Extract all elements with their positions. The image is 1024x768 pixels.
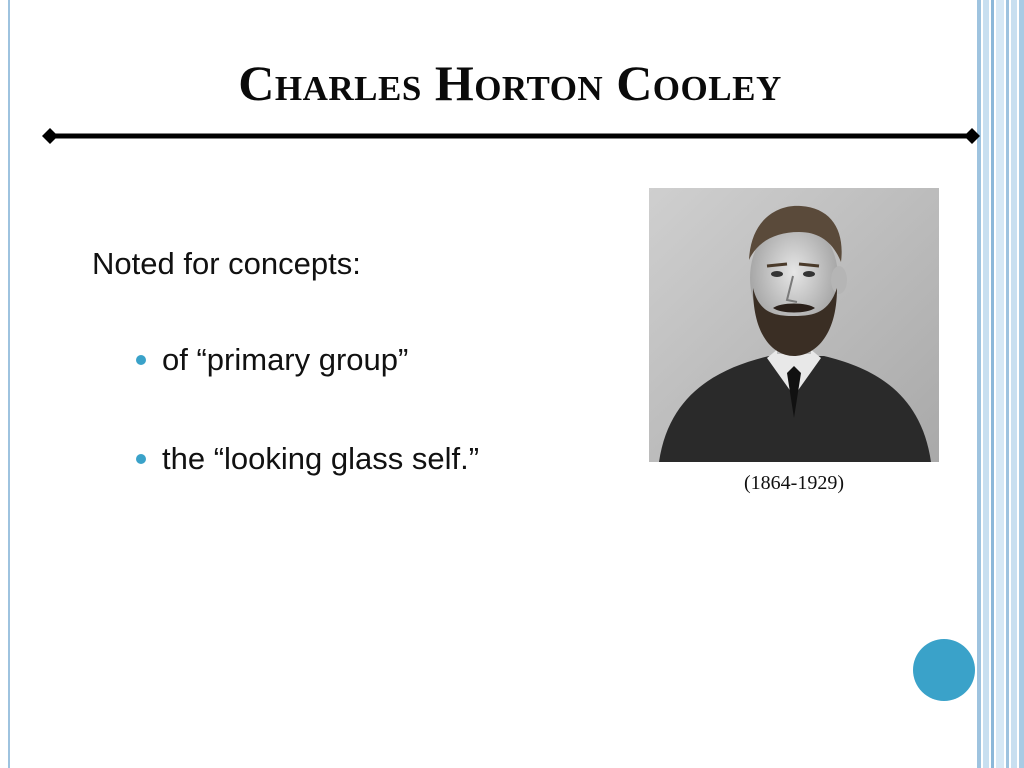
bullet-dot-icon xyxy=(136,355,146,365)
bullet-text: of “primary group” xyxy=(162,342,409,377)
divider-left-diamond xyxy=(42,128,58,144)
lead-text: Noted for concepts: xyxy=(92,246,361,281)
left-border-line xyxy=(8,0,10,768)
portrait-photo xyxy=(649,188,939,462)
bullet-dot-icon xyxy=(136,454,146,464)
list-item xyxy=(136,342,408,378)
slide-title: Charles Horton Cooley xyxy=(238,55,782,111)
nav-circle-button[interactable] xyxy=(913,639,975,701)
divider-right-diamond xyxy=(964,128,980,144)
right-decorative-stripes xyxy=(977,0,1024,768)
photo-caption: (1864-1929) xyxy=(744,472,844,494)
title-divider xyxy=(40,124,982,148)
bullet-text: the “looking glass self.” xyxy=(162,441,480,476)
list-item xyxy=(136,441,479,477)
